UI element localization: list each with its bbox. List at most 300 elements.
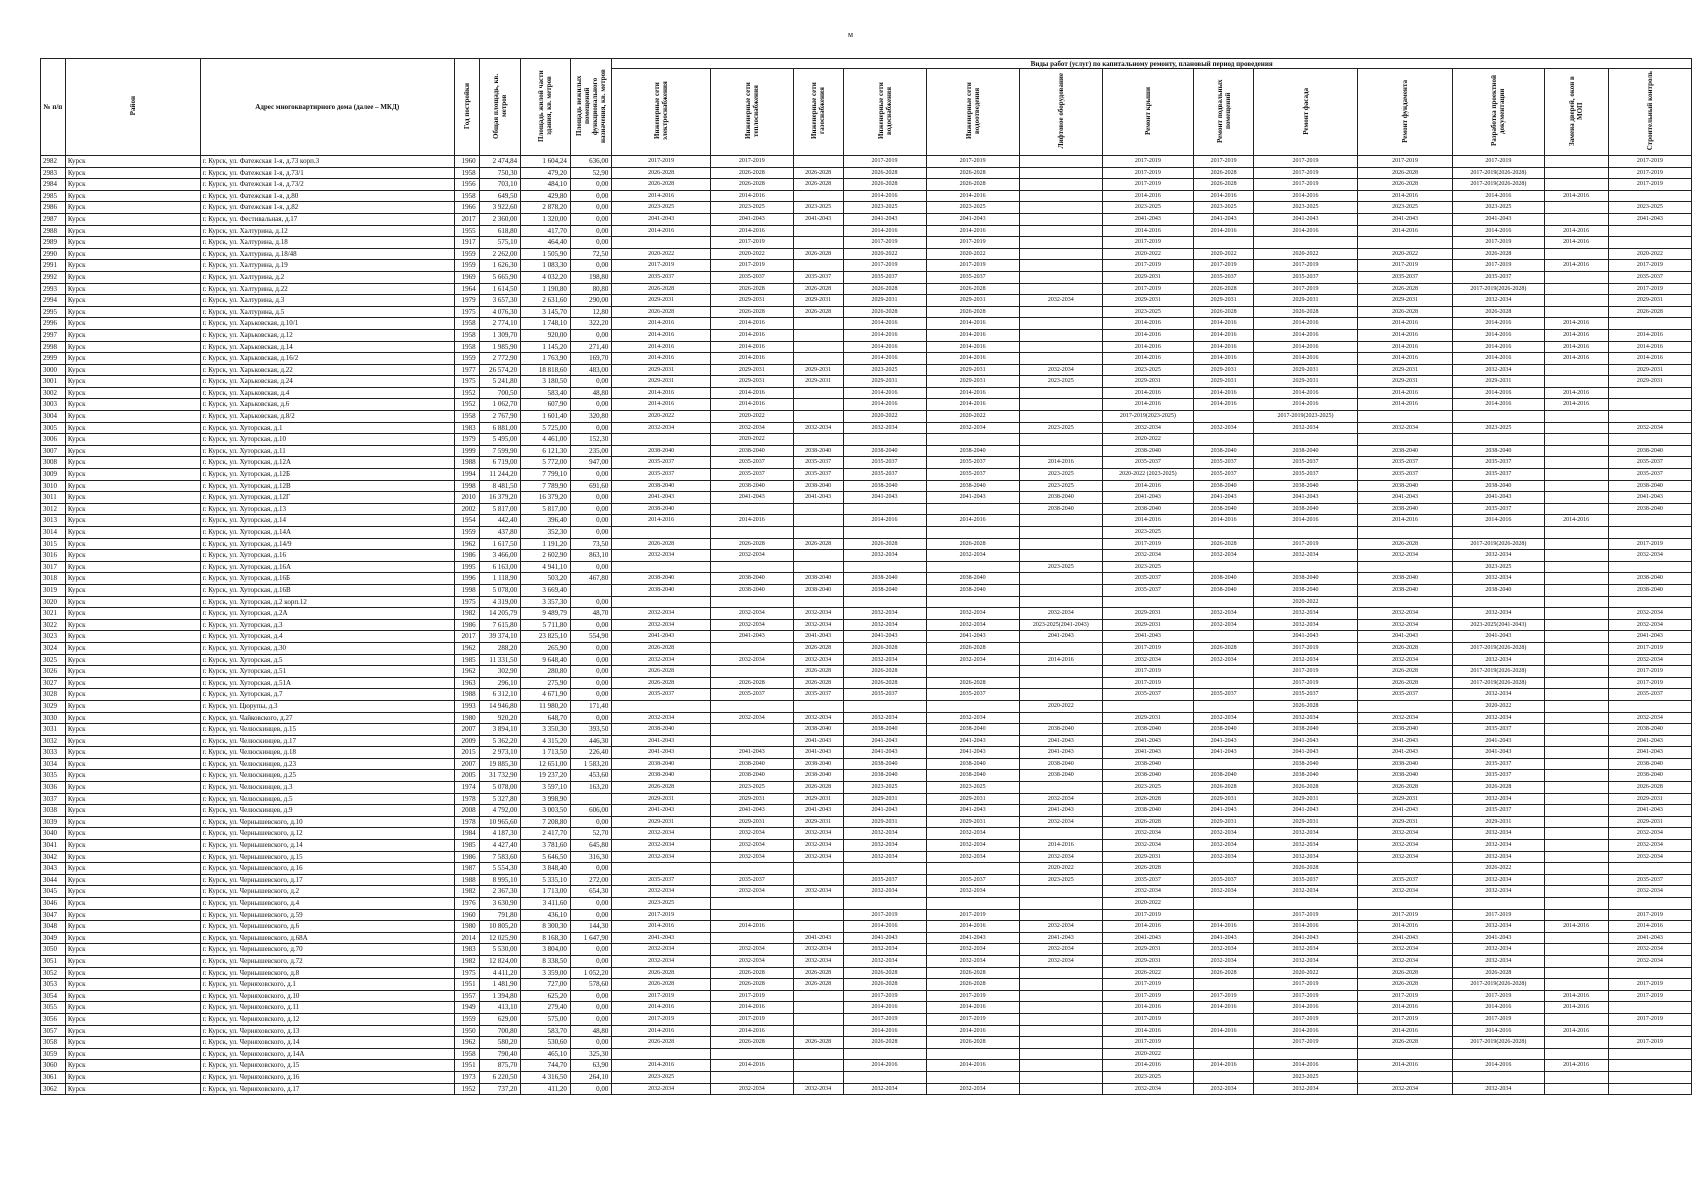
cell-living-area: 3 359,00 [521,967,571,979]
cell-nonres-area: 606,00 [570,805,611,817]
table-row [41,758,1692,770]
cell-work-period: 2023-2025 [926,202,1019,214]
cell-living-area: 275,90 [521,677,571,689]
cell-work-period [1608,225,1691,237]
cell-district: Курск [65,967,200,979]
cell-work-period: 2041-2043 [926,932,1019,944]
cell-work-period: 2014-2016 [612,225,711,237]
cell-work-period [1608,399,1691,411]
cell-work-period: 2014-2016 [843,1060,926,1072]
cell-work-period: 2029-2031 [1194,376,1254,388]
cell-num: 2982 [41,156,66,168]
cell-nonres-area: 0,00 [570,329,611,341]
cell-living-area: 18 818,60 [521,364,571,376]
cell-address: г. Курск, ул. Хуторская, д.51 [200,666,454,678]
cell-year: 1917 [454,237,479,249]
cell-work-period: 2026-2028 [1357,306,1452,318]
cell-total-area: 3 630,90 [479,898,520,910]
cell-work-period: 2014-2016 [926,190,1019,202]
cell-work-period [1357,527,1452,539]
cell-work-period: 2029-2031 [1608,376,1691,388]
cell-work-period: 2023-2025 [793,202,843,214]
cell-total-area: 649,50 [479,190,520,202]
cell-nonres-area: 0,00 [570,654,611,666]
cell-work-period: 2020-2022 (2023-2025) [1102,469,1193,481]
cell-nonres-area: 0,00 [570,527,611,539]
cell-work-period [1357,863,1452,875]
cell-work-period [926,1048,1019,1060]
cell-year: 2005 [454,770,479,782]
cell-work-period: 2017-2019 [843,990,926,1002]
cell-total-area: 4 187,30 [479,828,520,840]
cell-nonres-area: 0,00 [570,399,611,411]
cell-work-period: 2014-2016 [1102,353,1193,365]
cell-district: Курск [65,735,200,747]
cell-work-period [1544,295,1608,307]
cell-work-period: 2041-2043 [793,492,843,504]
table-row [41,353,1692,365]
cell-work-period: 2014-2016 [612,341,711,353]
cell-work-period: 2020-2022 [1102,434,1193,446]
table-row [41,237,1692,249]
cell-num: 2989 [41,237,66,249]
cell-work-period [1194,434,1254,446]
table-row [41,805,1692,817]
cell-work-period [1102,596,1193,608]
cell-work-period: 2014-2016 [1254,921,1358,933]
cell-work-period [1544,677,1608,689]
cell-work-period: 2020-2022 [926,411,1019,423]
cell-work-period: 2032-2034 [1357,712,1452,724]
cell-work-period: 2032-2034 [843,851,926,863]
cell-nonres-area: 0,00 [570,179,611,191]
cell-work-period: 2014-2016 [1194,353,1254,365]
cell-work-period: 2041-2043 [1019,747,1102,759]
cell-work-period: 2029-2031 [1102,944,1193,956]
cell-work-period: 2026-2028 [926,306,1019,318]
cell-district: Курск [65,921,200,933]
cell-work-period: 2017-2019(2023-2025) [1102,411,1193,423]
cell-address: г. Курск, ул. Цюрупы, д.3 [200,700,454,712]
cell-year: 1982 [454,608,479,620]
cell-work-period [793,1002,843,1014]
cell-work-period: 2035-2037 [1453,503,1544,515]
cell-nonres-area: 322,20 [570,318,611,330]
cell-work-period [926,863,1019,875]
cell-work-period: 2026-2028 [1254,306,1358,318]
cell-district: Курск [65,1037,200,1049]
cell-work-period: 2035-2037 [1453,805,1544,817]
cell-num: 3049 [41,932,66,944]
cell-work-period: 2026-2028 [710,967,793,979]
cell-work-period: 2017-2019 [710,237,793,249]
cell-work-period: 2017-2019 [1608,990,1691,1002]
cell-total-area: 2 774,10 [479,318,520,330]
cell-year: 1975 [454,376,479,388]
cell-work-period [1019,399,1102,411]
cell-work-period: 2026-2028 [612,306,711,318]
cell-work-period [1608,387,1691,399]
cell-work-period [1608,596,1691,608]
cell-work-period: 2017-2019 [1102,666,1193,678]
cell-work-period [793,596,843,608]
cell-work-period: 2041-2043 [1453,492,1544,504]
cell-work-period: 2032-2034 [612,1083,711,1095]
cell-work-period: 2026-2028 [843,677,926,689]
cell-work-period [1544,167,1608,179]
cell-work-period: 2014-2016 [1194,387,1254,399]
cell-work-period: 2014-2016 [1102,329,1193,341]
cell-num: 3043 [41,863,66,875]
cell-address: г. Курск, ул. Черняховского, д.16 [200,1071,454,1083]
cell-work-period [1019,411,1102,423]
table-row [41,944,1692,956]
cell-year: 1974 [454,782,479,794]
cell-total-area: 5 665,90 [479,271,520,283]
cell-num: 3025 [41,654,66,666]
cell-work-period: 2014-2016 [1453,515,1544,527]
cell-work-period [926,666,1019,678]
cell-work-period: 2041-2043 [1102,213,1193,225]
cell-address: г. Курск, ул. Чернышевского, д.16 [200,863,454,875]
cell-work-period [1544,457,1608,469]
header-work-12: Строительный контроль [1608,69,1691,156]
cell-living-area: 8 338,50 [521,955,571,967]
cell-work-period [1019,538,1102,550]
cell-work-period: 2038-2040 [710,480,793,492]
cell-living-area: 411,20 [521,1083,571,1095]
cell-work-period: 2014-2016 [1102,480,1193,492]
cell-nonres-area: 316,30 [570,851,611,863]
cell-nonres-area: 1 647,90 [570,932,611,944]
table-row [41,782,1692,794]
cell-work-period [1608,527,1691,539]
cell-total-area: 3 894,10 [479,724,520,736]
cell-work-period [843,700,926,712]
cell-work-period [1019,782,1102,794]
cell-year: 1956 [454,179,479,191]
cell-work-period: 2035-2037 [710,469,793,481]
cell-num: 3035 [41,770,66,782]
cell-work-period: 2029-2031 [710,376,793,388]
cell-work-period [1357,561,1452,573]
cell-work-period: 2041-2043 [926,735,1019,747]
cell-work-period [1019,248,1102,260]
cell-work-period: 2014-2016 [1544,225,1608,237]
cell-district: Курск [65,480,200,492]
cell-work-period: 2038-2040 [1357,573,1452,585]
cell-work-period [1019,237,1102,249]
cell-work-period: 2041-2043 [793,735,843,747]
cell-num: 3030 [41,712,66,724]
cell-work-period [1194,596,1254,608]
cell-work-period [843,596,926,608]
cell-work-period: 2035-2037 [1254,457,1358,469]
cell-work-period [1608,190,1691,202]
cell-living-area: 4 671,90 [521,689,571,701]
cell-year: 1983 [454,944,479,956]
cell-work-period: 2041-2043 [1453,735,1544,747]
cell-total-area: 288,20 [479,642,520,654]
cell-work-period: 2029-2031 [843,793,926,805]
cell-work-period: 2017-2019 [1608,642,1691,654]
table-row [41,921,1692,933]
cell-work-period: 2032-2034 [926,886,1019,898]
cell-work-period: 2032-2034 [1254,422,1358,434]
cell-work-period: 2038-2040 [843,758,926,770]
cell-work-period: 2035-2037 [1608,874,1691,886]
cell-num: 3059 [41,1048,66,1060]
cell-work-period: 2032-2034 [1254,1083,1358,1095]
cell-work-period: 2032-2034 [1194,608,1254,620]
table-row [41,596,1692,608]
cell-address: г. Курск, ул. Хуторская, д.10 [200,434,454,446]
cell-total-area: 4 319,00 [479,596,520,608]
cell-year: 1979 [454,434,479,446]
cell-year: 1958 [454,190,479,202]
cell-nonres-area: 0,00 [570,515,611,527]
cell-total-area: 4 427,40 [479,840,520,852]
cell-district: Курск [65,399,200,411]
cell-total-area: 7 615,80 [479,619,520,631]
cell-living-area: 12 651,00 [521,758,571,770]
cell-work-period: 2032-2034 [926,654,1019,666]
cell-work-period: 2041-2043 [1608,213,1691,225]
cell-work-period [1453,1048,1544,1060]
cell-work-period: 2014-2016 [926,1025,1019,1037]
cell-work-period: 2026-2028 [926,179,1019,191]
cell-work-period: 2017-2019 [1608,167,1691,179]
cell-num: 3000 [41,364,66,376]
cell-work-period: 2041-2043 [1194,932,1254,944]
cell-work-period: 2017-2019 [710,260,793,272]
cell-work-period [710,503,793,515]
cell-work-period: 2032-2034 [710,550,793,562]
cell-work-period: 2041-2043 [1453,747,1544,759]
cell-nonres-area: 0,00 [570,213,611,225]
cell-work-period [1019,990,1102,1002]
cell-work-period: 2014-2016 [1608,353,1691,365]
cell-living-area: 7 208,80 [521,816,571,828]
cell-work-period: 2017-2019 [1254,666,1358,678]
cell-work-period: 2017-2019 [1357,990,1452,1002]
cell-work-period [1453,898,1544,910]
cell-work-period: 2026-2028 [612,179,711,191]
cell-num: 3003 [41,399,66,411]
cell-num: 3016 [41,550,66,562]
cell-address: г. Курск, ул. Халтурина, д.2 [200,271,454,283]
cell-work-period [1544,724,1608,736]
cell-year: 2017 [454,631,479,643]
cell-work-period: 2014-2016 [1544,353,1608,365]
cell-work-period: 2017-2019 [1357,260,1452,272]
cell-work-period: 2014-2016 [612,329,711,341]
cell-work-period: 2026-2028 [926,979,1019,991]
cell-work-period: 2014-2016 [710,1060,793,1072]
cell-num: 3044 [41,874,66,886]
cell-work-period [1019,341,1102,353]
cell-living-area: 583,40 [521,387,571,399]
cell-nonres-area: 0,00 [570,190,611,202]
cell-work-period: 2017-2019 [1357,1013,1452,1025]
cell-work-period: 2035-2037 [612,271,711,283]
cell-work-period: 2026-2028 [843,306,926,318]
cell-total-area: 703,10 [479,179,520,191]
cell-work-period [710,700,793,712]
cell-work-period: 2032-2034 [1608,840,1691,852]
cell-district: Курск [65,712,200,724]
cell-work-period: 2017-2019 [843,156,926,168]
cell-work-period: 2041-2043 [1357,213,1452,225]
cell-work-period: 2032-2034 [612,840,711,852]
cell-work-period: 2026-2028 [843,979,926,991]
cell-work-period: 2041-2043 [1357,747,1452,759]
cell-work-period [1357,596,1452,608]
cell-year: 1975 [454,596,479,608]
cell-living-area: 727,00 [521,979,571,991]
cell-num: 3022 [41,619,66,631]
cell-work-period: 2035-2037 [1453,469,1544,481]
cell-work-period: 2029-2031 [710,364,793,376]
cell-work-period: 2029-2031 [612,364,711,376]
cell-work-period [793,503,843,515]
cell-work-period [1019,677,1102,689]
cell-living-area: 429,80 [521,190,571,202]
cell-work-period: 2017-2019 [843,909,926,921]
cell-year: 1998 [454,584,479,596]
header-work-1: Инженерные сети теплоснабжения [710,69,793,156]
cell-work-period [1019,1002,1102,1014]
cell-work-period: 2041-2043 [1194,213,1254,225]
cell-work-period: 2014-2016 [1102,399,1193,411]
cell-year: 1980 [454,712,479,724]
cell-work-period [1357,1048,1452,1060]
cell-work-period: 2020-2022 [1102,248,1193,260]
cell-work-period [1544,955,1608,967]
cell-num: 3051 [41,955,66,967]
cell-district: Курск [65,422,200,434]
cell-work-period: 2035-2037 [793,689,843,701]
cell-work-period [612,1048,711,1060]
cell-work-period: 2029-2031 [843,295,926,307]
cell-work-period [1544,1037,1608,1049]
cell-work-period: 2038-2040 [793,724,843,736]
table-row [41,967,1692,979]
cell-year: 1985 [454,654,479,666]
cell-work-period: 2020-2022 [710,411,793,423]
cell-year: 1950 [454,1025,479,1037]
table-row [41,666,1692,678]
cell-address: г. Курск, ул. Челюскинцев, д.18 [200,747,454,759]
cell-work-period [710,666,793,678]
cell-nonres-area: 0,00 [570,1083,611,1095]
cell-district: Курск [65,700,200,712]
cell-work-period: 2032-2034 [926,422,1019,434]
cell-work-period: 2023-2025 [1102,561,1193,573]
cell-work-period: 2035-2037 [1194,271,1254,283]
cell-work-period [1102,700,1193,712]
cell-district: Курск [65,248,200,260]
cell-year: 1959 [454,527,479,539]
cell-work-period: 2035-2037 [612,457,711,469]
cell-year: 1959 [454,248,479,260]
cell-work-period: 2032-2034 [1019,364,1102,376]
cell-work-period [1544,411,1608,423]
header-work-7: Ремонт подвальных помещений [1194,69,1254,156]
table-row [41,874,1692,886]
cell-total-area: 14 946,80 [479,700,520,712]
cell-work-period: 2029-2031 [926,816,1019,828]
cell-work-period: 2026-2028 [710,306,793,318]
cell-work-period: 2032-2034 [1102,886,1193,898]
cell-address: г. Курск, ул. Хуторская, д.1 [200,422,454,434]
cell-work-period: 2023-2025 [1102,1071,1193,1083]
cell-work-period: 2014-2016 [1357,225,1452,237]
cell-work-period: 2026-2028 [1357,967,1452,979]
cell-district: Курск [65,770,200,782]
cell-work-period: 2026-2028 [1194,283,1254,295]
cell-work-period: 2032-2034 [1608,608,1691,620]
cell-work-period: 2041-2043 [612,735,711,747]
cell-work-period: 2038-2040 [1357,758,1452,770]
cell-work-period: 2020-2022 [1357,248,1452,260]
header-work-9: Ремонт фундамента [1357,69,1452,156]
cell-work-period: 2032-2034 [1608,550,1691,562]
cell-work-period [1544,538,1608,550]
cell-num: 3023 [41,631,66,643]
cell-work-period [1019,666,1102,678]
table-row [41,898,1692,910]
cell-work-period: 2035-2037 [1453,758,1544,770]
cell-work-period [612,237,711,249]
cell-total-area: 737,20 [479,1083,520,1095]
cell-district: Курск [65,747,200,759]
cell-nonres-area: 264,10 [570,1071,611,1083]
cell-work-period: 2032-2034 [1254,712,1358,724]
cell-work-period: 2014-2016 [1544,329,1608,341]
cell-nonres-area: 0,00 [570,260,611,272]
cell-work-period: 2026-2028 [612,167,711,179]
cell-work-period: 2041-2043 [1019,631,1102,643]
cell-work-period: 2041-2043 [1357,932,1452,944]
cell-total-area: 6 220,50 [479,1071,520,1083]
cell-living-area: 744,70 [521,1060,571,1072]
cell-year: 1958 [454,411,479,423]
cell-work-period: 2017-2019 [1608,666,1691,678]
cell-work-period: 2038-2040 [1194,724,1254,736]
cell-district: Курск [65,909,200,921]
cell-work-period: 2032-2034 [1102,1083,1193,1095]
cell-nonres-area: 0,00 [570,376,611,388]
cell-work-period: 2038-2040 [1194,503,1254,515]
cell-total-area: 1 062,70 [479,399,520,411]
cell-work-period [926,898,1019,910]
table-row [41,1037,1692,1049]
cell-work-period: 2029-2031 [1102,712,1193,724]
cell-address: г. Курск, ул. Халтурина, д.18/48 [200,248,454,260]
cell-living-area: 5 711,80 [521,619,571,631]
cell-address: г. Курск, ул. Хуторская, д.2 корп.12 [200,596,454,608]
cell-work-period: 2029-2031 [1608,364,1691,376]
cell-work-period [1194,898,1254,910]
cell-work-period: 2014-2016 [612,1002,711,1014]
cell-year: 2017 [454,213,479,225]
cell-district: Курск [65,237,200,249]
cell-work-period: 2023-2025 [1019,376,1102,388]
cell-work-period [1544,828,1608,840]
cell-work-period: 2023-2025 [1608,202,1691,214]
header-work-3: Инженерные сети водоснабжения [843,69,926,156]
